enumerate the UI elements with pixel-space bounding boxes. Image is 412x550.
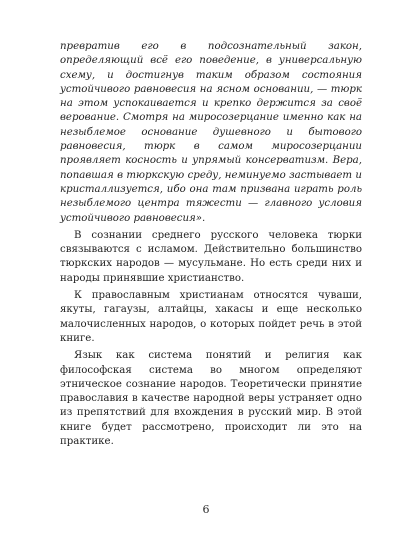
quote-paragraph: превратив его в подсознательный закон, определяющий всё его поведение, в универсальную схему, и достигнув таким образом состояния устойчивого равновесия на ясном основании, — тюрк на этом успокаивается и крепко держится за своё верование. Смотря на миросозерцание именно как на незыблемое основание душевного и бытового равновесия, тюрк в самом миросозерцании проявляет косность и упрямый консерватизм. Вера, попавшая в тюркскую среду, неминуемо застывает и кристаллизуется, ибо она там призвана играть роль незыблемого центра тяжести — главного условия устойчивого равновесия». (60, 41, 362, 224)
page-number: 6 (202, 503, 210, 516)
paragraph-3: Язык как система понятий и религия как философская система во многом определяют этническое сознание народов. Теоретически принятие православия в качестве народной веры устраняет одно из препятствий для вхождения в русский мир. В этой книге будет рассмотрено, происходит ли это на практике. (60, 350, 362, 448)
paragraph-1: В сознании среднего русского человека тюрки связываются с исламом. Действительно большинство тюркских народов — мусульмане. Но есть среди них и народы принявшие христианство. (60, 229, 362, 284)
paragraph-2: К православным христианам относятся чуваши, якуты, гагаузы, алтайцы, хакасы и еще несколько малочисленных народов, о которых пойдет речь в этой книге. (60, 290, 362, 344)
body-text (60, 40, 362, 452)
